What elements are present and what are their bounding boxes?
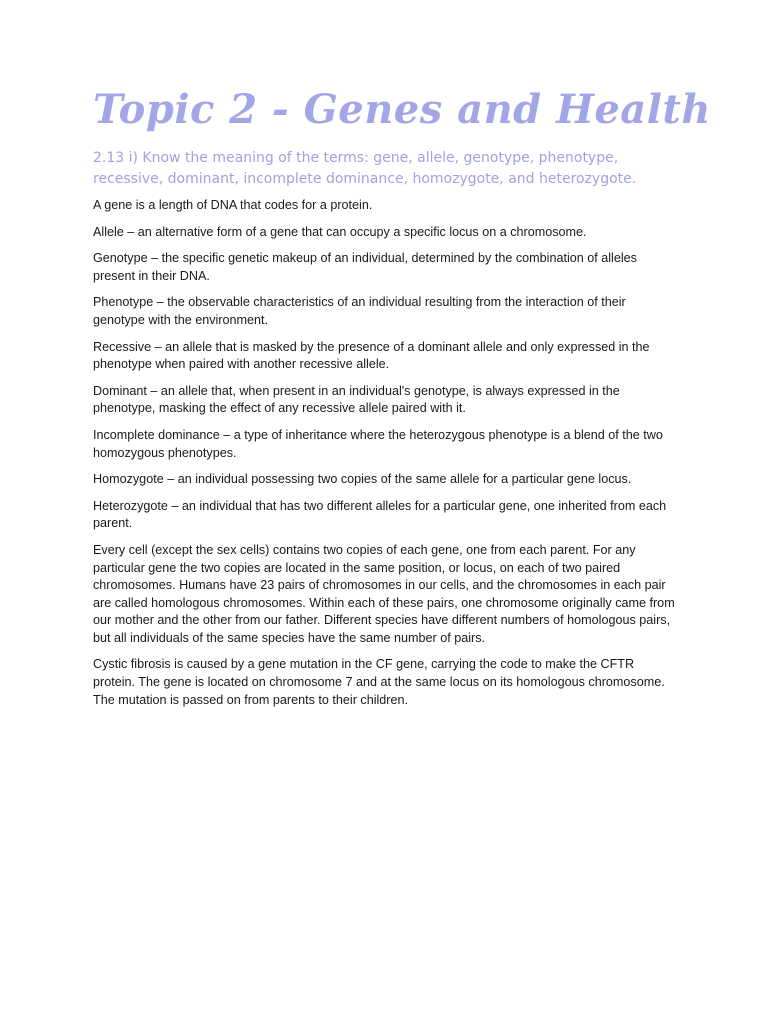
paragraph-recessive-definition: Recessive – an allele that is masked by the presence of a dominant allele and only expressed in the phenotype when paired with another recessive allele. [93,339,650,372]
paragraph-dominant-definition: Dominant – an allele that, when present in an individual's genotype, is always expressed in the phenotype, masking the effect of any recessive allele paired with it. [93,383,620,416]
page-title: Topic 2 - Genes and Health [93,86,711,133]
paragraph-allele-definition: Allele – an alternative form of a gene that can occupy a specific locus on a chromosome. [93,224,587,239]
paragraph-homologous-chromosomes: Every cell (except the sex cells) contains two copies of each gene, one from each parent. For any particular gene the two copies are located in the same position, or locus, on each of two paired chromosomes. Humans have 23 pairs of chromosomes in our cells, and the chromosomes in each pair are called homologous chromosomes. Within each of these pairs, one chromosome originally came from our mother and the other from our father. Different species have different numbers of homologous pairs, but all individuals of the same species have the same number of pairs. [93,542,675,645]
learning-objective: 2.13 i) Know the meaning of the terms: gene, allele, genotype, phenotype, recessive, dominant, incomplete dominance, homozygote, and heterozygote. [93,150,637,187]
document-page [93,84,711,718]
paragraph-genotype-definition: Genotype – the specific genetic makeup of an individual, determined by the combination of alleles present in their DNA. [93,251,637,283]
paragraph-incomplete-dominance-definition: Incomplete dominance – a type of inheritance where the heterozygous phenotype is a blend of the two homozygous phenotypes. [93,427,663,460]
paragraph-phenotype-definition: Phenotype – the observable characteristics of an individual resulting from the interaction of their genotype with the environment. [93,295,626,327]
paragraph-cystic-fibrosis: Cystic fibrosis is caused by a gene mutation in the CF gene, carrying the code to make the CFTR protein. The gene is located on chromosome 7 and at the same locus on its homologous chromosome. The mutation is passed on from parents to their children. [93,657,665,707]
paragraph-homozygote-definition: Homozygote – an individual possessing two copies of the same allele for a particular gene locus. [93,472,632,487]
paragraph-gene-definition: A gene is a length of DNA that codes for a protein. [93,198,373,212]
paragraph-heterozygote-definition: Heterozygote – an individual that has two different alleles for a particular gene, one inherited from each parent. [93,498,667,531]
